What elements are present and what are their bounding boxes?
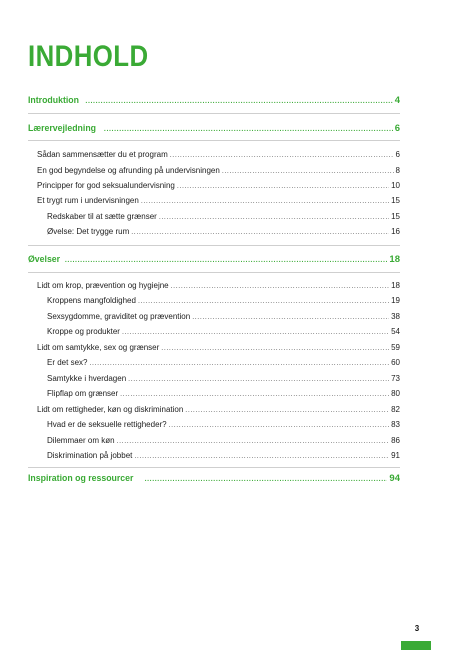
toc-subitem[interactable] xyxy=(47,312,400,321)
toc-leader-dots xyxy=(177,183,389,190)
toc-page-number: 15 xyxy=(391,212,400,221)
toc-subitem[interactable] xyxy=(47,227,400,236)
toc-item[interactable] xyxy=(37,150,400,159)
divider xyxy=(28,272,400,273)
toc-leader-dots xyxy=(171,283,389,290)
toc-page-number: 19 xyxy=(391,296,400,305)
toc-page-number: 8 xyxy=(395,166,400,175)
toc-subitem[interactable] xyxy=(47,451,400,460)
toc-leader-dots xyxy=(85,98,392,105)
toc-item-label: Flipflap om grænser xyxy=(47,389,119,398)
toc-item-label: En god begyndelse og afrunding på undervisningen xyxy=(37,166,220,175)
page-number: 3 xyxy=(414,624,420,633)
toc-leader-dots xyxy=(128,376,389,383)
toc-item-label: Lidt om rettigheder, køn og diskrimination xyxy=(37,405,184,414)
toc-leader-dots xyxy=(161,345,389,352)
toc-item-label: Dilemmaer om køn xyxy=(47,436,115,445)
toc-item-label: Kroppe og produkter xyxy=(47,327,120,336)
toc-section-label: Inspiration og ressourcer xyxy=(28,473,134,484)
toc-subitem[interactable] xyxy=(47,436,400,445)
toc-leader-dots xyxy=(169,422,389,429)
toc-page-number: 86 xyxy=(391,436,400,445)
toc-item-label: Kroppens mangfoldighed xyxy=(47,296,136,305)
toc-leader-dots xyxy=(65,257,388,264)
toc-item-label: Hvad er de seksuelle rettigheder? xyxy=(47,420,167,429)
divider xyxy=(28,245,400,246)
toc-page-number: 82 xyxy=(391,405,400,414)
toc-item-label: Er det sex? xyxy=(47,358,88,367)
toc-section-inspiration[interactable] xyxy=(28,473,400,484)
toc-page-number: 6 xyxy=(394,123,400,134)
toc-item[interactable] xyxy=(37,281,400,290)
page-title: INDHOLD xyxy=(28,40,149,73)
toc-item[interactable] xyxy=(37,405,400,414)
toc-page-number: 4 xyxy=(394,95,400,106)
toc-leader-dots xyxy=(120,391,389,398)
toc-section-introduktion[interactable] xyxy=(28,95,400,106)
divider xyxy=(28,140,400,141)
toc-leader-dots xyxy=(104,126,393,133)
divider xyxy=(28,113,400,114)
toc-section-label: Lærervejledning xyxy=(28,123,97,134)
toc-item[interactable] xyxy=(37,343,400,352)
toc-leader-dots xyxy=(122,329,389,336)
toc-page-number: 15 xyxy=(391,196,400,205)
toc-page-number: 18 xyxy=(389,254,400,265)
toc-item-label: Sexsygdomme, graviditet og prævention xyxy=(47,312,191,321)
toc-item-label: Lidt om krop, prævention og hygiejne xyxy=(37,281,169,290)
toc-section-ovelser[interactable] xyxy=(28,254,400,265)
toc-subitem[interactable] xyxy=(47,212,400,221)
toc-section-label: Introduktion xyxy=(28,95,79,106)
toc-page-number: 6 xyxy=(395,150,400,159)
toc-leader-dots xyxy=(145,476,388,483)
toc-leader-dots xyxy=(141,198,389,205)
toc-item[interactable] xyxy=(37,166,400,175)
toc-page-number: 94 xyxy=(389,473,400,484)
toc-item-label: Samtykke i hverdagen xyxy=(47,374,127,383)
toc-item-label: Lidt om samtykke, sex og grænser xyxy=(37,343,160,352)
toc-page-number: 16 xyxy=(391,227,400,236)
divider xyxy=(28,467,400,468)
toc-item-label: Principper for god seksualundervisning xyxy=(37,181,175,190)
toc-page-number: 73 xyxy=(391,374,400,383)
toc-page-number: 80 xyxy=(391,389,400,398)
toc-item[interactable] xyxy=(37,196,400,205)
toc-item-label: Diskrimination på jobbet xyxy=(47,451,133,460)
page-tab-marker xyxy=(401,641,431,650)
toc-subitem[interactable] xyxy=(47,389,400,398)
toc-page-number: 38 xyxy=(391,312,400,321)
toc-page-number: 18 xyxy=(391,281,400,290)
toc-subitem[interactable] xyxy=(47,327,400,336)
toc-section-laerervejledning[interactable] xyxy=(28,123,400,134)
toc-leader-dots xyxy=(185,407,389,414)
toc-leader-dots xyxy=(117,438,390,445)
toc-item[interactable] xyxy=(37,181,400,190)
toc-item-label: Sådan sammensætter du et program xyxy=(37,150,168,159)
toc-subitem[interactable] xyxy=(47,296,400,305)
toc-page-number: 91 xyxy=(391,451,400,460)
toc-subitem[interactable] xyxy=(47,374,400,383)
toc-leader-dots xyxy=(131,229,389,236)
toc-item-label: Redskaber til at sætte grænser xyxy=(47,212,157,221)
toc-leader-dots xyxy=(138,298,389,305)
toc-item-label: Øvelse: Det trygge rum xyxy=(47,227,130,236)
toc-subitem[interactable] xyxy=(47,420,400,429)
toc-section-label: Øvelser xyxy=(28,254,61,265)
toc-page-number: 83 xyxy=(391,420,400,429)
toc-page-number: 59 xyxy=(391,343,400,352)
toc-leader-dots xyxy=(159,214,389,221)
toc-leader-dots xyxy=(170,152,394,159)
toc-leader-dots xyxy=(192,314,389,321)
toc-leader-dots xyxy=(134,453,389,460)
toc-page-number: 54 xyxy=(391,327,400,336)
toc-page-number: 60 xyxy=(391,358,400,367)
toc-leader-dots xyxy=(222,168,394,175)
toc-item-label: Et trygt rum i undervisningen xyxy=(37,196,139,205)
toc-page-number: 10 xyxy=(391,181,400,190)
toc-leader-dots xyxy=(89,360,389,367)
toc-subitem[interactable] xyxy=(47,358,400,367)
